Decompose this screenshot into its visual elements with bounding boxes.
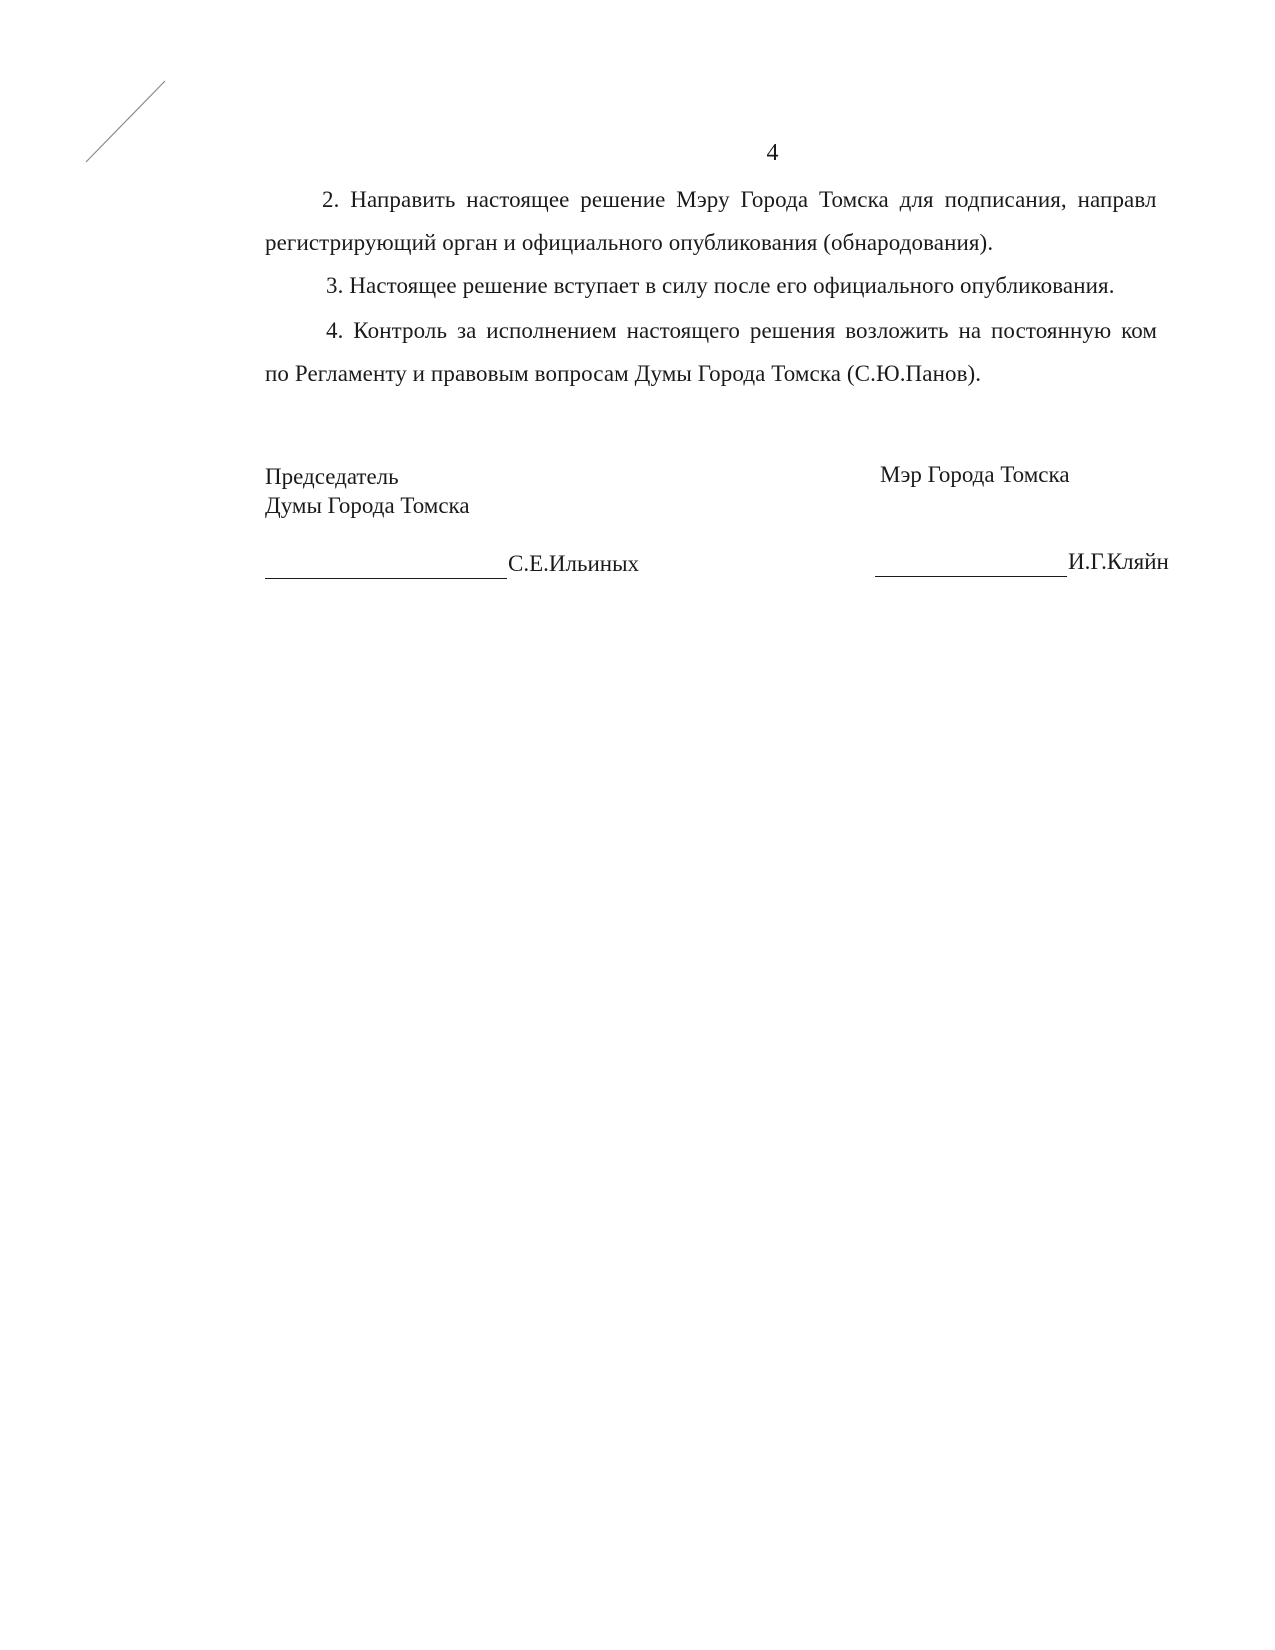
chair-name: С.Е.Ильиных: [508, 551, 640, 576]
mayor-signature-line: [875, 576, 1067, 577]
paragraph-3: 3. Настоящее решение вступает в силу после его официального опубликования.: [326, 273, 1115, 298]
paragraph-4-line-1: 4. Контроль за исполнением настоящего решения возложить на постоянную ком: [326, 318, 1158, 343]
mayor-name: И.Г.Кляйн: [1068, 549, 1169, 574]
chair-title-line-1: Председатель: [265, 464, 399, 489]
paragraph-4-line-2: по Регламенту и правовым вопросам Думы Города Томска (С.Ю.Панов).: [265, 361, 982, 386]
page-number: 4: [766, 140, 779, 166]
chair-signature-line: [265, 578, 507, 579]
paragraph-2-line-2: регистрирующий орган и официального опубликования (обнародования).: [265, 230, 994, 255]
mayor-title: Мэр Города Томска: [880, 462, 1070, 487]
paragraph-2-line-1: 2. Направить настоящее решение Мэру Города Томска для подписания, направл: [322, 187, 1157, 212]
chair-title-line-2: Думы Города Томска: [265, 493, 470, 518]
